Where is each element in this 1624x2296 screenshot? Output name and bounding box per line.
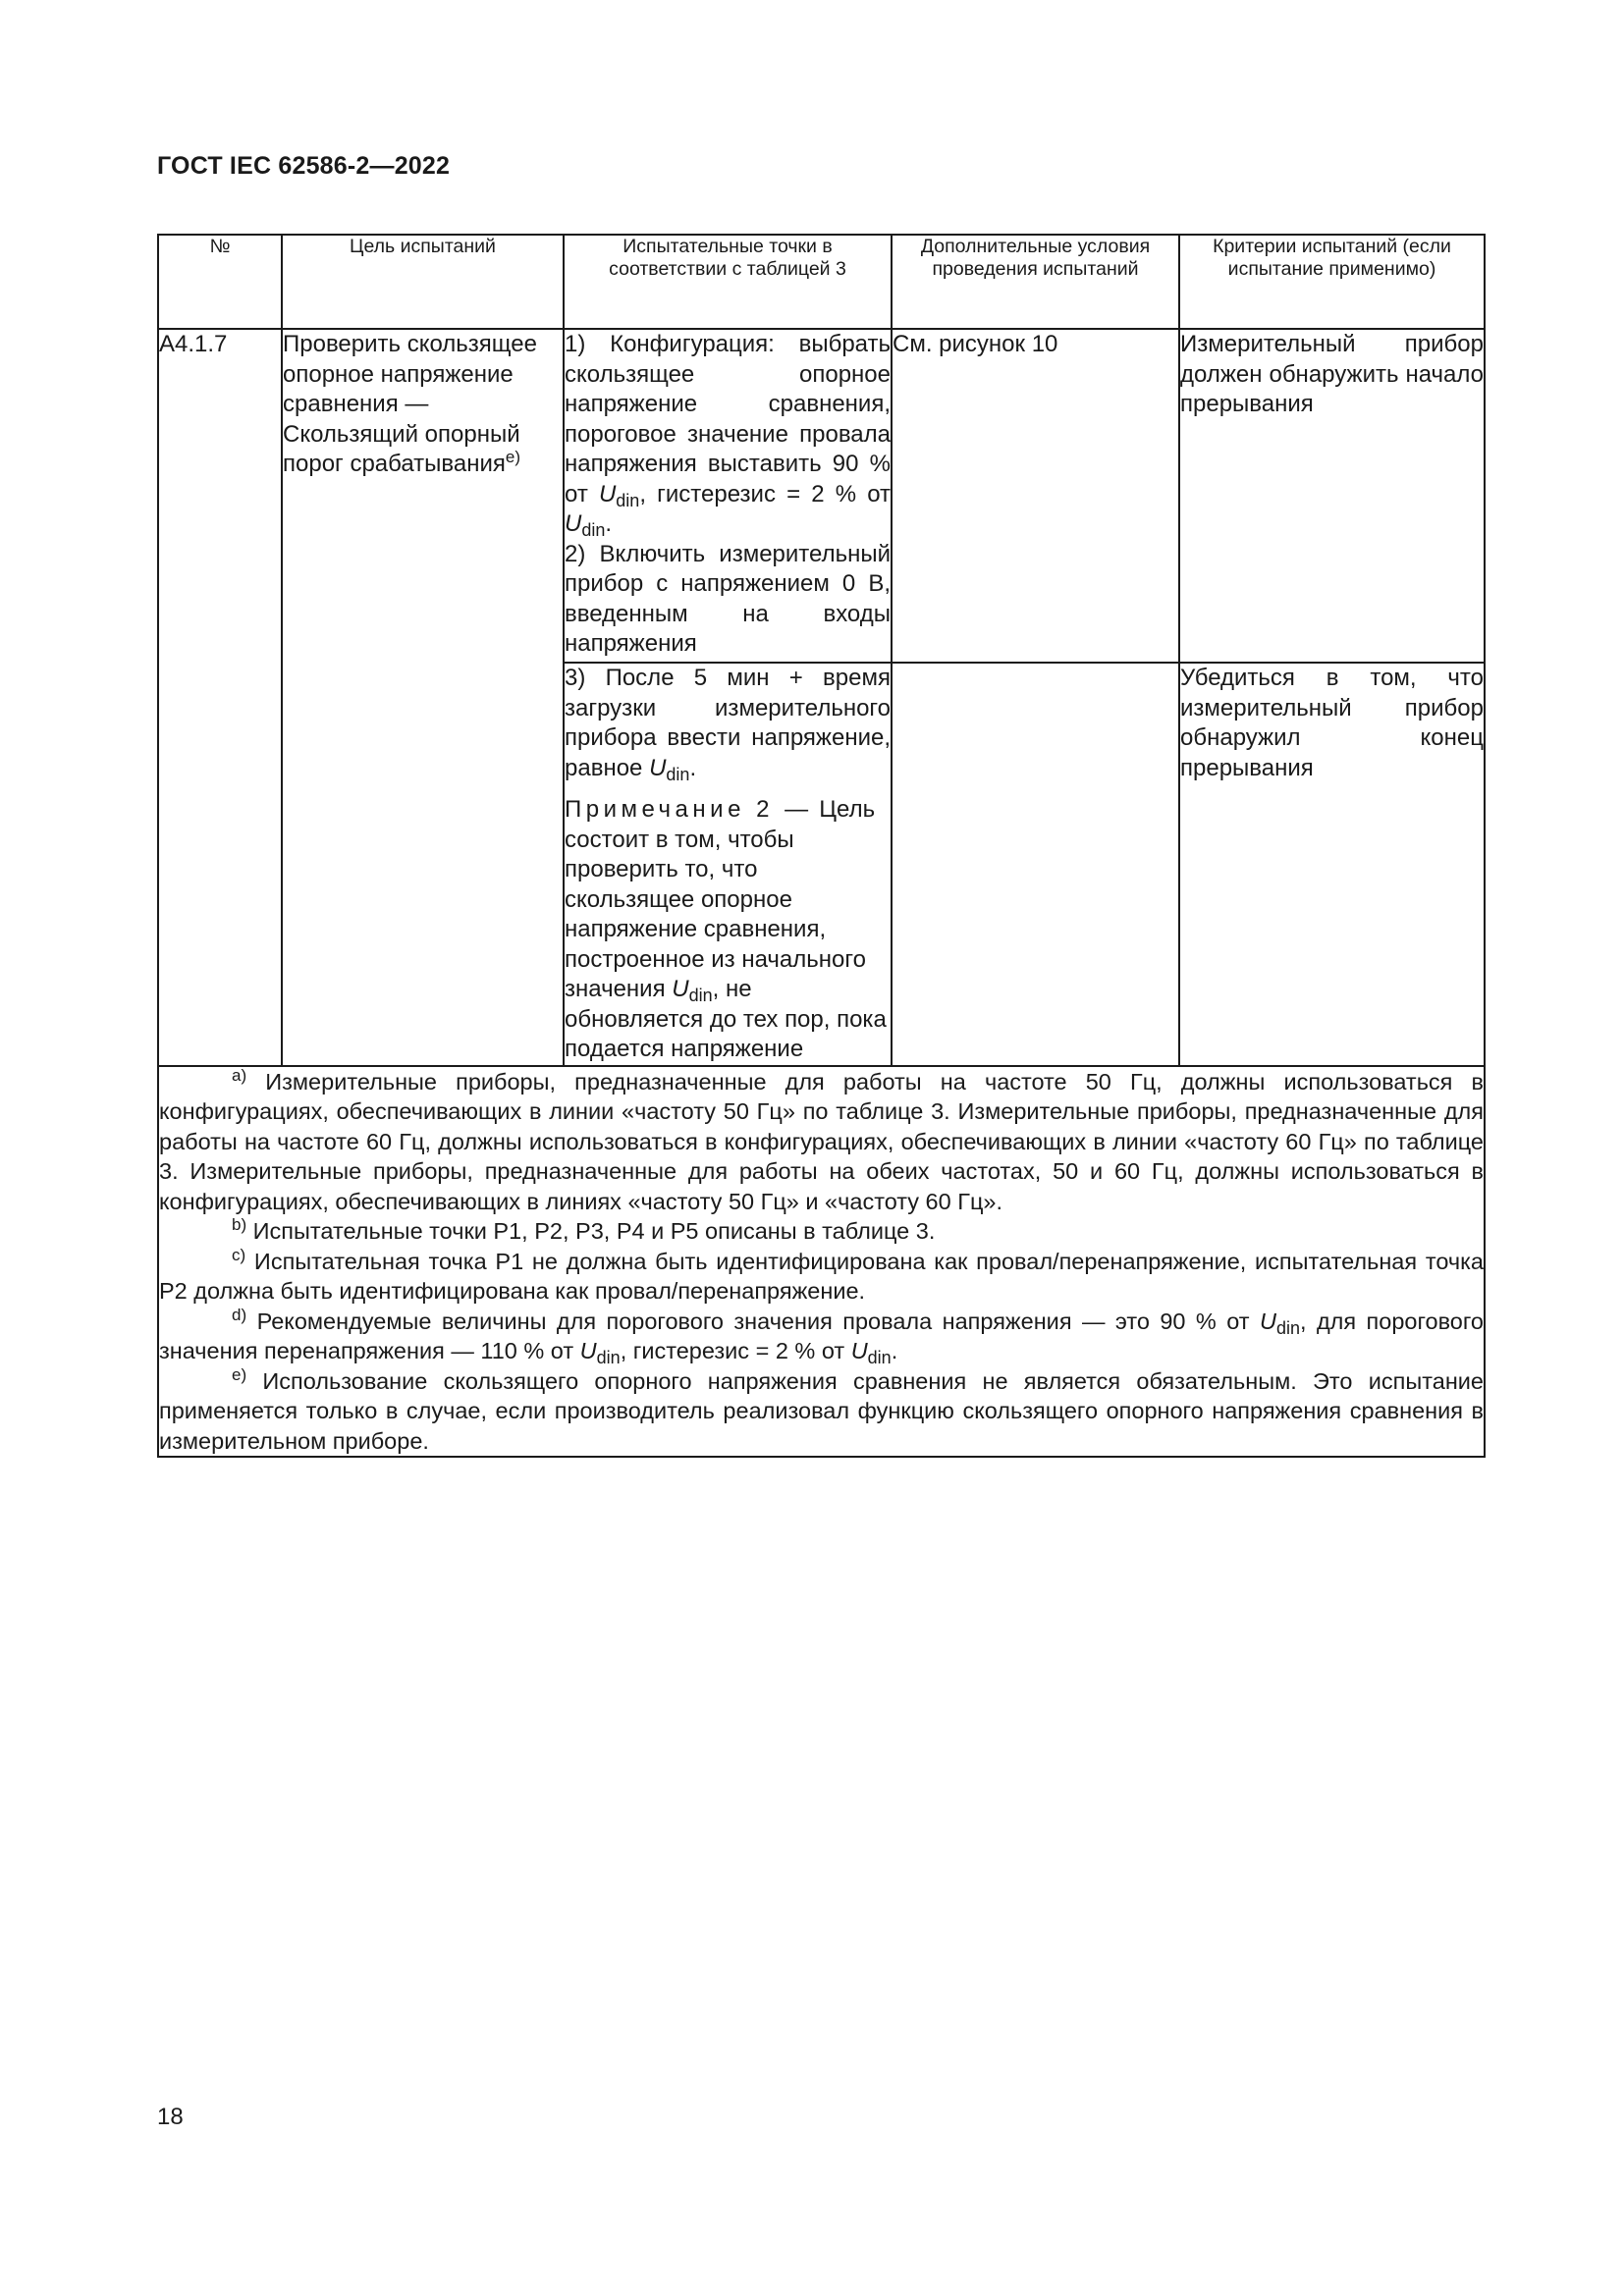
table-header-row (158, 235, 1485, 329)
footnotes-row (158, 1066, 1485, 1458)
u-symbol: U (579, 1338, 597, 1363)
criteria-cell-1: Измерительный прибор должен обнаружить начало прерывания (1179, 329, 1485, 663)
u-subscript: din (581, 520, 606, 540)
column-header-test-points: Испытательные точки в соответствии с таблицей 3 (564, 235, 892, 329)
column-header-conditions: Дополнительные условия проведения испытаний (892, 235, 1179, 329)
footnote-text: Испытательные точки P1, P2, P3, P4 и P5 описаны в таблице 3. (252, 1218, 936, 1244)
config-text-b: гистерезис = 2 % от (657, 480, 892, 507)
note-2 (565, 795, 891, 1065)
step-3-end: . (689, 754, 697, 781)
u-symbol: U (649, 754, 667, 781)
footnote-c (159, 1247, 1484, 1307)
footnote-text-c: , гистерезис = 2 % от (620, 1338, 851, 1363)
page-number: 18 (157, 2104, 184, 2130)
footnotes-cell (158, 1066, 1485, 1458)
footnote-text: Испытательная точка P1 не должна быть идентифицирована как провал/перенапряжение, испытательная точка P2 должна быть идентифицирована как провал/перенапряжение. (159, 1248, 1484, 1304)
step-3 (565, 664, 891, 783)
u-subscript: din (596, 1348, 621, 1367)
footnote-label: c) (232, 1245, 246, 1264)
config-step (565, 330, 891, 540)
note-text-b: , не обновляется до тех пор, пока подается напряжение (565, 976, 887, 1062)
config-sep-a: , (639, 480, 646, 507)
footnote-text-b: , для порогового значения перенапряжения — 110 % от (159, 1308, 1485, 1363)
step-3-text: 3) После 5 мин + время загрузки измерительного прибора ввести напряжение, равное (565, 665, 891, 781)
criteria-cell-2: Убедиться в том, что измерительный прибор обнаружил конец прерывания (1179, 663, 1485, 1066)
row-number: A4.1.7 (159, 331, 228, 357)
footnote-label: b) (232, 1215, 247, 1234)
footnote-label: d) (232, 1305, 247, 1324)
u-symbol: U (598, 480, 617, 507)
footnote-e (159, 1366, 1484, 1457)
table-row (158, 329, 1485, 663)
footnote-text-a: Рекомендуемые величины для порогового значения провала напряжения — это 90 % от (256, 1308, 1260, 1334)
note-label: Примечание 2 — (565, 796, 813, 823)
footnote-text: Использование скользящего опорного напряжения сравнения не является обязательным. Это испытание применяется только в случае, если производитель реализовал функцию скользящего опорного напряжения сравнения в измерительном приборе. (159, 1367, 1484, 1454)
footnote-text-d: . (891, 1338, 898, 1363)
step-2: 2) Включить измерительный прибор с напряжением 0 В, введенным на входы напряжения (565, 540, 891, 657)
footnote-text: Измерительные приборы, предназначенные для работы на частоте 50 Гц, должны использоваться в конфигурациях, обеспечивающих в линии «частоту 50 Гц» по таблице 3. Измерительные приборы, предназначенные для работы на частоте 60 Гц, должны использоваться в конфигурациях, обеспечивающих в линии «частоту 60 Гц» по таблице 3. Измерительные приборы, предназначенные для работы на обеих частотах, 50 и 60 Гц, должны использоваться в конфигурациях, обеспечивающих в линиях «частоту 50 Гц» и «частоту 60 Гц». (159, 1068, 1484, 1214)
config-sep-b: . (605, 510, 613, 537)
goal-cell (282, 329, 564, 1066)
goal-footnote-ref: e) (505, 448, 521, 466)
conditions-cell-1: См. рисунок 10 (892, 329, 1179, 663)
column-header-number: № (158, 235, 282, 329)
config-text-a: 1) Конфигурация: выбрать скользящее опорное напряжение сравнения, пороговое значение провала напряжения выставить 90 % от (565, 331, 891, 507)
u-subscript: din (688, 986, 713, 1005)
note-text-a: Цель состоит в том, чтобы проверить то, что скользящее опорное напряжение сравнения, построенное из начального значения (565, 796, 876, 1002)
u-symbol: U (565, 510, 582, 537)
u-subscript: din (1275, 1317, 1300, 1338)
goal-text: Проверить скользящее опорное напряжение сравнения — Скользящий опорный порог срабатывания (283, 331, 537, 477)
u-subscript: din (666, 764, 690, 784)
footnote-label: a) (232, 1065, 247, 1085)
footnote-b (159, 1216, 1484, 1247)
u-subscript: din (616, 490, 640, 510)
u-symbol: U (1259, 1308, 1276, 1334)
test-table (157, 234, 1486, 1458)
footnote-label: e) (232, 1364, 247, 1384)
u-symbol: U (672, 976, 689, 1002)
footnote-d (159, 1307, 1484, 1366)
document-code: ГОСТ IEC 62586-2—2022 (157, 152, 451, 180)
column-header-goal: Цель испытаний (282, 235, 564, 329)
column-header-criteria: Критерии испытаний (если испытание применимо) (1179, 235, 1485, 329)
conditions-cell-2 (892, 663, 1179, 1066)
u-subscript: din (867, 1348, 892, 1367)
row-number-cell (158, 329, 282, 1066)
u-symbol: U (850, 1338, 868, 1363)
test-points-cell-2 (564, 663, 892, 1066)
footnote-a (159, 1067, 1484, 1217)
test-points-cell-1 (564, 329, 892, 663)
